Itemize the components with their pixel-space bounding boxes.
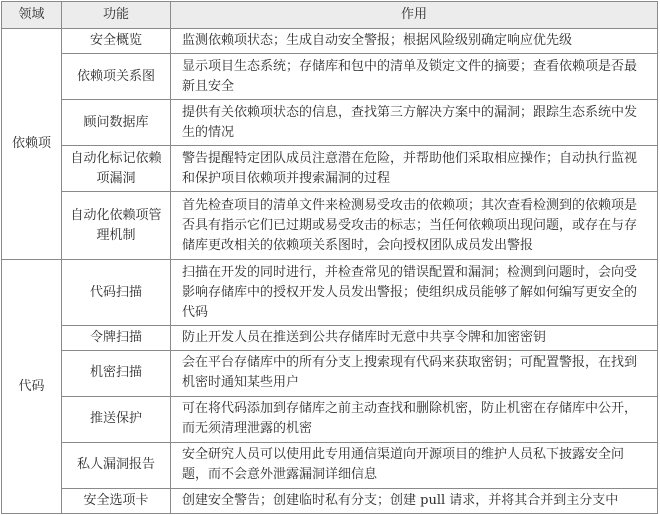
function-cell: 依赖项关系图: [62, 54, 171, 100]
header-row: [2, 2, 658, 29]
table-row: [2, 100, 658, 146]
table-row: [2, 325, 658, 350]
function-cell: 自动化依赖项管理机制: [62, 192, 171, 260]
usage-cell: 安全研究人员可以使用此专用通信渠道向开源项目的维护人员私下披露安全问题，而不会意外泄露漏洞详细信息: [171, 442, 658, 488]
usage-cell: 扫描在开发的同时进行，并检查常见的错误配置和漏洞；检测到问题时，会向受影响存储库中的授权开发人员发出警报；使组织成员能够了解如何编写更安全的代码: [171, 260, 658, 325]
domain-code: 代码: [2, 260, 62, 514]
function-cell: 安全选项卡: [62, 488, 171, 513]
usage-cell: 监测依赖项状态；生成自动安全警报；根据风险级别确定响应优先级: [171, 29, 658, 54]
function-cell: 自动化标记依赖项漏洞: [62, 146, 171, 192]
usage-cell: 提供有关依赖项状态的信息，查找第三方解决方案中的漏洞；跟踪生态系统中发生的情况: [171, 100, 658, 146]
function-cell: 私人漏洞报告: [62, 442, 171, 488]
usage-cell: 显示项目生态系统；存储库和包中的清单及锁定文件的摘要；查看依赖项是否最新且安全: [171, 54, 658, 100]
usage-cell: 警告提醒特定团队成员注意潜在危险，并帮助他们采取相应操作；自动执行监视和保护项目依赖项并搜索漏洞的过程: [171, 146, 658, 192]
header-usage: 作用: [171, 2, 658, 29]
usage-cell: 会在平台存储库中的所有分支上搜索现有代码来获取密钥；可配置警报，在找到机密时通知某些用户: [171, 350, 658, 396]
usage-cell: 可在将代码添加到存储库之前主动查找和删除机密，防止机密在存储库中公开，而无须清理泄露的机密: [171, 396, 658, 442]
table-row: [2, 192, 658, 260]
usage-cell: 防止开发人员在推送到公共存储库时无意中共享令牌和加密密钥: [171, 325, 658, 350]
function-cell: 安全概览: [62, 29, 171, 54]
function-cell: 令牌扫描: [62, 325, 171, 350]
usage-cell: 创建安全警告；创建临时私有分支；创建 pull 请求，并将其合并到主分支中: [171, 488, 658, 513]
header-function: 功能: [62, 2, 171, 29]
function-cell: 机密扫描: [62, 350, 171, 396]
security-features-table: [1, 1, 658, 514]
table-row: [2, 260, 658, 325]
table-row: [2, 396, 658, 442]
table-row: [2, 54, 658, 100]
header-domain: 领域: [2, 2, 62, 29]
domain-dependencies: 依赖项: [2, 29, 62, 260]
function-cell: 代码扫描: [62, 260, 171, 325]
function-cell: 顾问数据库: [62, 100, 171, 146]
table-row: [2, 350, 658, 396]
usage-cell: 首先检查项目的清单文件来检测易受攻击的依赖项；其次查看检测到的依赖项是否具有指示它们已过期或易受攻击的标志；当任何依赖项出现问题，或存在与存储库更改相关的依赖项关系图时，会向授权团队成员发出警报: [171, 192, 658, 260]
table-row: [2, 146, 658, 192]
function-cell: 推送保护: [62, 396, 171, 442]
table-row: [2, 488, 658, 513]
table-row: [2, 442, 658, 488]
table-row: [2, 29, 658, 54]
